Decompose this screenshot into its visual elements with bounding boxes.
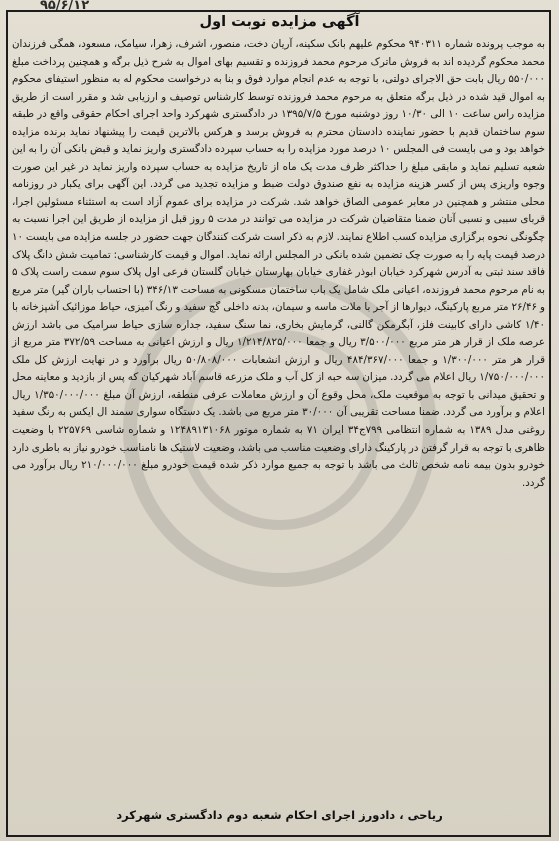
header-number: ۹۵/۶/۱۲: [40, 0, 90, 12]
signature-line: ریاحی ، دادورز اجرای احکام شعبه دوم دادگستری شهرکرد: [116, 808, 443, 822]
notice-title: آگهی مزایده نوبت اول: [199, 14, 360, 30]
notice-body: [12, 36, 545, 492]
notice-paragraph: به موجب پرونده شماره ۹۴۰۳۱۱ محکوم علیهم بانک سکینه، آریان دخت، منصور، اشرف، زهرا، سیامک، مسعود، همگی فرزندان محمد محکوم گردیده اند به فروش ماترک مرحوم محمد فروزنده و تقسیم بهای اموال به شرح ذیل برگه و همچنین پرداخت مبلغ ۵۵۰/۰۰۰ ریال بابت حق الاجرای دولتی، با توجه به عدم انجام موارد فوق و بنا به درخواست محکوم له به منظور استیفای محکوم به اموال قید شده در ذیل برگه متعلق به مرحوم محمد فروزنده توسط کارشناس توصیف و ارزیابی شد و مقرر است از طریق مزایده راس ساعت ۱۰ الی ۱۰/۳۰ روز دوشنبه مورخ ۱۳۹۵/۷/۵ در دادگستری شهرکرد واحد اجرای احکام حقوقی واقع در طبقه سوم ساختمان قدیم با حضور نماینده دادستان محترم به فروش برسد و هرکس بالاترین قیمت را پیشنهاد نماید برنده مزایده خواهد بود و می بایست فی المجلس ۱۰ درصد مورد مزایده را به حساب سپرده دادگستری واریز نماید و قبض بانکی آن را به این شعبه تسلیم نماید و مابقی مبلغ را حداکثر ظرف مدت یک ماه از تاریخ مزایده به حساب سپرده واریز نماید در غیر این صورت وجوه واریزی پس از کسر هزینه مزایده به نفع صندوق دولت ضبط و مزایده تجدید می گردد. این آگهی برای یکبار در روزنامه محلی منتشر و همچنین در معابر عمومی الصاق خواهد شد. شرکت در مزایده برای عموم آزاد است به استثناء مسئولین اجرا، قربای سببی و نسبی آنان ضمنا متقاضیان شرکت در مزایده می توانند در مدت ۵ روز قبل از مزایده از طریق این اجرا نسبت به چگونگی نحوه برگزاری مزایده کسب اطلاع نمایند. لازم به ذکر است شرکت کنندگان جهت حضور در جلسه مزایده می بایست ۱۰ درصد قیمت پایه را به صورت چک تضمین شده بانکی در المجلس ارائه نماید. اموال و قیمت کارشناسی: تمامیت شش دانگ پلاک فاقد سند ثبتی به آدرس شهرکرد خیابان ابوذر غفاری خیابان بهارستان خیابان گلستان فرعی اول پلاک سوم سمت راست پلاک ۵ به نام مرحوم محمد فروزنده، اعیانی ملک شامل یک باب ساختمان مسکونی به مساحت ۳۴۶/۱۳ (با احتساب باران گیر) متر مربع و ۲۶/۴۶ متر مربع پارکینگ، دیوارها از آجر با ملات ماسه و سیمان، بدنه داخلی گچ سفید و رنگ آمیزی، حیاط موزائیک آشپزخانه با ۱/۴۰ کاشی دارای کابینت فلز، آبگرمکن گالنی، گرمایش بخاری، نما سنگ سفید، جداره سازی حیاط سرامیک می باشد ارزش عرصه ملک از قرار هر متر مربع ۳/۵۰۰/۰۰۰ ریال و جمعا ۱/۲۱۴/۸۲۵/۰۰۰ ریال و ارزش اعیانی به مساحت ۳۷۲/۵۹ متر مربع از قرار هر متر ۱/۳۰۰/۰۰۰ و جمعا ۴۸۴/۳۶۷/۰۰۰ ریال و ارزش انشعابات ۵۰/۸۰۸/۰۰۰ ریال برآورد و در نهایت ارزش کل ملک ۱/۷۵۰/۰۰۰/۰۰۰ ریال اعلام می گردد. میزان سه حبه از کل آب و ملک مزرعه قاسم آباد شهرکیان که پس از بازدید و معاینه محل و تحقیق میدانی با توجه به موقعیت ملک، محل وقوع آن و ارزش معاملات عرفی منطقه، ارزش آن مبلغ ۱/۳۵۰/۰۰۰/۰۰۰ ریال اعلام و برآورد می گردد. ضمنا مساحت تقریبی آن ۳۰/۰۰۰ متر مربع می باشد. یک دستگاه سواری سمند ال ایکس به رنگ سفید روغنی مدل ۱۳۸۹ به شماره انتظامی ۷۹۹ج۳۴ ایران ۷۱ به شماره موتور ۱۲۴۸۹۱۳۱۰۶۸ و شماره شاسی ۲۲۵۷۶۹ با وضعیت ظاهری با توجه به قرار گرفتن در پارکینگ دارای وضعیت مناسب می باشد، وضعیت لاستیک ها نامناسب خودرو نیاز به باطری دارد خودرو بدون بیمه نامه شخص ثالث می باشد با توجه به جمیع موارد ذکر شده قیمت خودرو مبلغ ۲۱۰/۰۰۰/۰۰۰ ریال برآورد می گردد.: [12, 38, 546, 489]
